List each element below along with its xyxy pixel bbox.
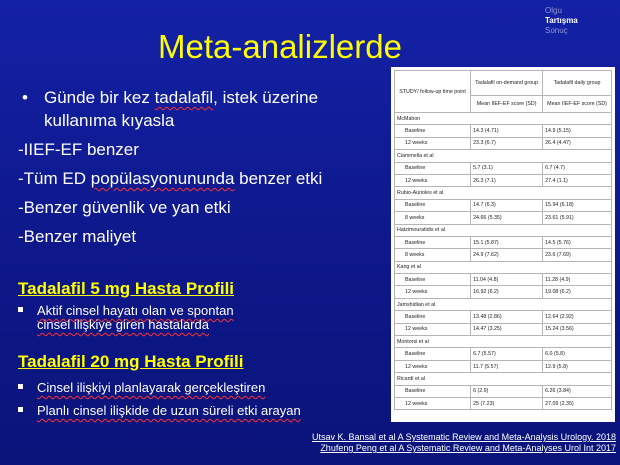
main-bullets [18, 86, 378, 248]
line-population-pre: -Tüm ED [18, 169, 91, 188]
table-row [395, 286, 612, 298]
daily-cell: 14.5 (5.76) [543, 236, 612, 248]
daily-cell: 15.24 (3.56) [543, 323, 612, 335]
nav-item-tartisma[interactable]: Tartışma [545, 16, 578, 25]
on-demand-cell: 15.1 (5.87) [471, 236, 543, 248]
profile-5mg-text: Aktif cinsel hayatı olan ve spontan cinsel ilişkiye giren hastalarda [37, 303, 234, 332]
square-bullet-icon [18, 407, 23, 412]
table-row [395, 274, 612, 286]
daily-cell: 12.64 (2.92) [543, 311, 612, 323]
bullet-text-tail: , istek üzerine kullanıma kıyasla [44, 88, 319, 130]
on-demand-cell: 16.92 (6.2) [471, 286, 543, 298]
timepoint-cell: 8 weeks [395, 249, 471, 261]
table-study-row [395, 224, 612, 236]
daily-cell: 6.26 (3.84) [543, 385, 612, 397]
daily-cell: 12.9 (5.8) [543, 360, 612, 372]
table-row [395, 311, 612, 323]
header-study: STUDY/ follow-up time point [395, 71, 471, 113]
daily-cell: 11.28 (4.9) [543, 274, 612, 286]
on-demand-cell: 14.3 (4.71) [471, 125, 543, 137]
table-study-row [395, 113, 612, 125]
citation-1 [300, 432, 616, 443]
profile-20mg-text-2: Planlı cinsel ilişkide de uzun süreli etki arayan [37, 403, 301, 418]
header-on-demand: Tadalafil on-demand group [471, 71, 543, 96]
study-name: Hatzimouratidis et al [395, 224, 612, 236]
daily-cell: 6.0 (5.8) [543, 348, 612, 360]
daily-cell: 15.94 (6.18) [543, 199, 612, 211]
timepoint-cell: 12 weeks [395, 174, 471, 186]
table-row [395, 385, 612, 397]
citation-2-year: 2017 [593, 443, 616, 453]
profile-20mg-text-1: Cinsel ilişkiyi planlayarak gerçekleştiren [37, 380, 266, 395]
table-study-row [395, 261, 612, 273]
on-demand-cell: 26.3 (7.1) [471, 174, 543, 186]
nav-item-sonuc[interactable]: Sonuç [545, 26, 568, 35]
line-population [18, 167, 378, 190]
square-bullet-icon [18, 384, 23, 389]
line-iief: -IIEF-EF benzer [18, 140, 139, 159]
table-row [395, 249, 612, 261]
header-mean-2: Mean IIEF-EF score (SD) [543, 96, 612, 113]
line-population-word: popülasyonununda [90, 169, 235, 188]
timepoint-cell: Baseline [395, 162, 471, 174]
timepoint-cell: Baseline [395, 348, 471, 360]
timepoint-cell: 12 weeks [395, 286, 471, 298]
timepoint-cell: 12 weeks [395, 360, 471, 372]
line-safety: -Benzer güvenlik ve yan etki [18, 198, 231, 217]
study-name: Kang et al [395, 261, 612, 273]
profile-5mg-item [18, 304, 388, 332]
daily-cell: 27.4 (1.1) [543, 174, 612, 186]
on-demand-cell: 24.9 (7.62) [471, 249, 543, 261]
citation-1-text: K. Bansal et al A Systematic Review and Meta-Analysis Urology. 2018 [335, 432, 616, 442]
table-study-row [395, 187, 612, 199]
timepoint-cell: Baseline [395, 274, 471, 286]
square-bullet-icon [18, 307, 23, 312]
table-study-row [395, 373, 612, 385]
timepoint-cell: 12 weeks [395, 137, 471, 149]
table-row [395, 397, 612, 409]
citation-1-author: Utsav [312, 432, 336, 442]
bullet-item [18, 86, 378, 132]
study-name: McMahon [395, 113, 612, 125]
table-row [395, 174, 612, 186]
table-study-row [395, 298, 612, 310]
on-demand-cell: 14.47 (3.25) [471, 323, 543, 335]
daily-cell: 6.7 (4.7) [543, 162, 612, 174]
timepoint-cell: Baseline [395, 385, 471, 397]
table-row [395, 199, 612, 211]
table-row [395, 236, 612, 248]
table-row [395, 137, 612, 149]
daily-cell: 14.9 (5.15) [543, 125, 612, 137]
daily-cell: 26.4 (4.47) [543, 137, 612, 149]
timepoint-cell: Baseline [395, 125, 471, 137]
citation-2-journal: Urol Int [564, 443, 594, 453]
results-table [394, 70, 612, 410]
timepoint-cell: 8 weeks [395, 212, 471, 224]
on-demand-cell: 11.7 (5.57) [471, 360, 543, 372]
citations [300, 432, 616, 454]
on-demand-cell: 24.66 (5.35) [471, 212, 543, 224]
line-population-post: benzer etki [234, 169, 323, 188]
study-name: Jamshidian et al [395, 298, 612, 310]
profile-20mg-item-1 [18, 381, 388, 395]
daily-cell: 23.61 (5.91) [543, 212, 612, 224]
profile-20mg-item-2 [18, 404, 388, 418]
header-mean-1: Mean IIEF-EF score (SD) [471, 96, 543, 113]
nav-item-olgu[interactable]: Olgu [545, 6, 562, 15]
on-demand-cell: 25 (7.23) [471, 397, 543, 409]
header-daily: Tadalafil daily group [543, 71, 612, 96]
table-study-row [395, 336, 612, 348]
bullet-keyword: tadalafil [154, 88, 214, 107]
study-name: Montorsi et al [395, 336, 612, 348]
timepoint-cell: 12 weeks [395, 323, 471, 335]
timepoint-cell: Baseline [395, 236, 471, 248]
on-demand-cell: 13.48 (2.86) [471, 311, 543, 323]
on-demand-cell: 6 (2.9) [471, 385, 543, 397]
bullet-text: Günde bir kez [44, 88, 155, 107]
profile-20mg-title: Tadalafil 20 mg Hasta Profili [18, 352, 244, 371]
study-name: Ciammella et al [395, 150, 612, 162]
on-demand-cell: 5.7 (3.1) [471, 162, 543, 174]
results-table-image [391, 67, 615, 422]
table-row [395, 125, 612, 137]
citation-2-text: Peng et al A Systematic Review and Meta-Analyses [353, 443, 565, 453]
on-demand-cell: 6.7 (5.57) [471, 348, 543, 360]
daily-cell: 23.6 (7.69) [543, 249, 612, 261]
bullet-dot-icon: • [22, 88, 28, 107]
table-row [395, 323, 612, 335]
citation-2 [300, 443, 616, 454]
profile-5mg-title: Tadalafil 5 mg Hasta Profili [18, 279, 235, 298]
table-row [395, 348, 612, 360]
table-row [395, 360, 612, 372]
study-name: Rubio-Aurioles et al [395, 187, 612, 199]
citation-2-author: Zhufeng [320, 443, 354, 453]
table-row [395, 212, 612, 224]
slide-title: Meta-analizlerde [158, 28, 402, 65]
timepoint-cell: Baseline [395, 311, 471, 323]
on-demand-cell: 11.04 (4.8) [471, 274, 543, 286]
table-row [395, 162, 612, 174]
line-cost: -Benzer maliyet [18, 227, 137, 246]
timepoint-cell: 12 weeks [395, 397, 471, 409]
on-demand-cell: 14.7 (6.3) [471, 199, 543, 211]
study-name: Ricardi et al [395, 373, 612, 385]
daily-cell: 27.09 (2.35) [543, 397, 612, 409]
timepoint-cell: Baseline [395, 199, 471, 211]
on-demand-cell: 23.3 (6.7) [471, 137, 543, 149]
daily-cell: 19.08 (6.2) [543, 286, 612, 298]
table-study-row [395, 150, 612, 162]
table-body [395, 113, 612, 410]
